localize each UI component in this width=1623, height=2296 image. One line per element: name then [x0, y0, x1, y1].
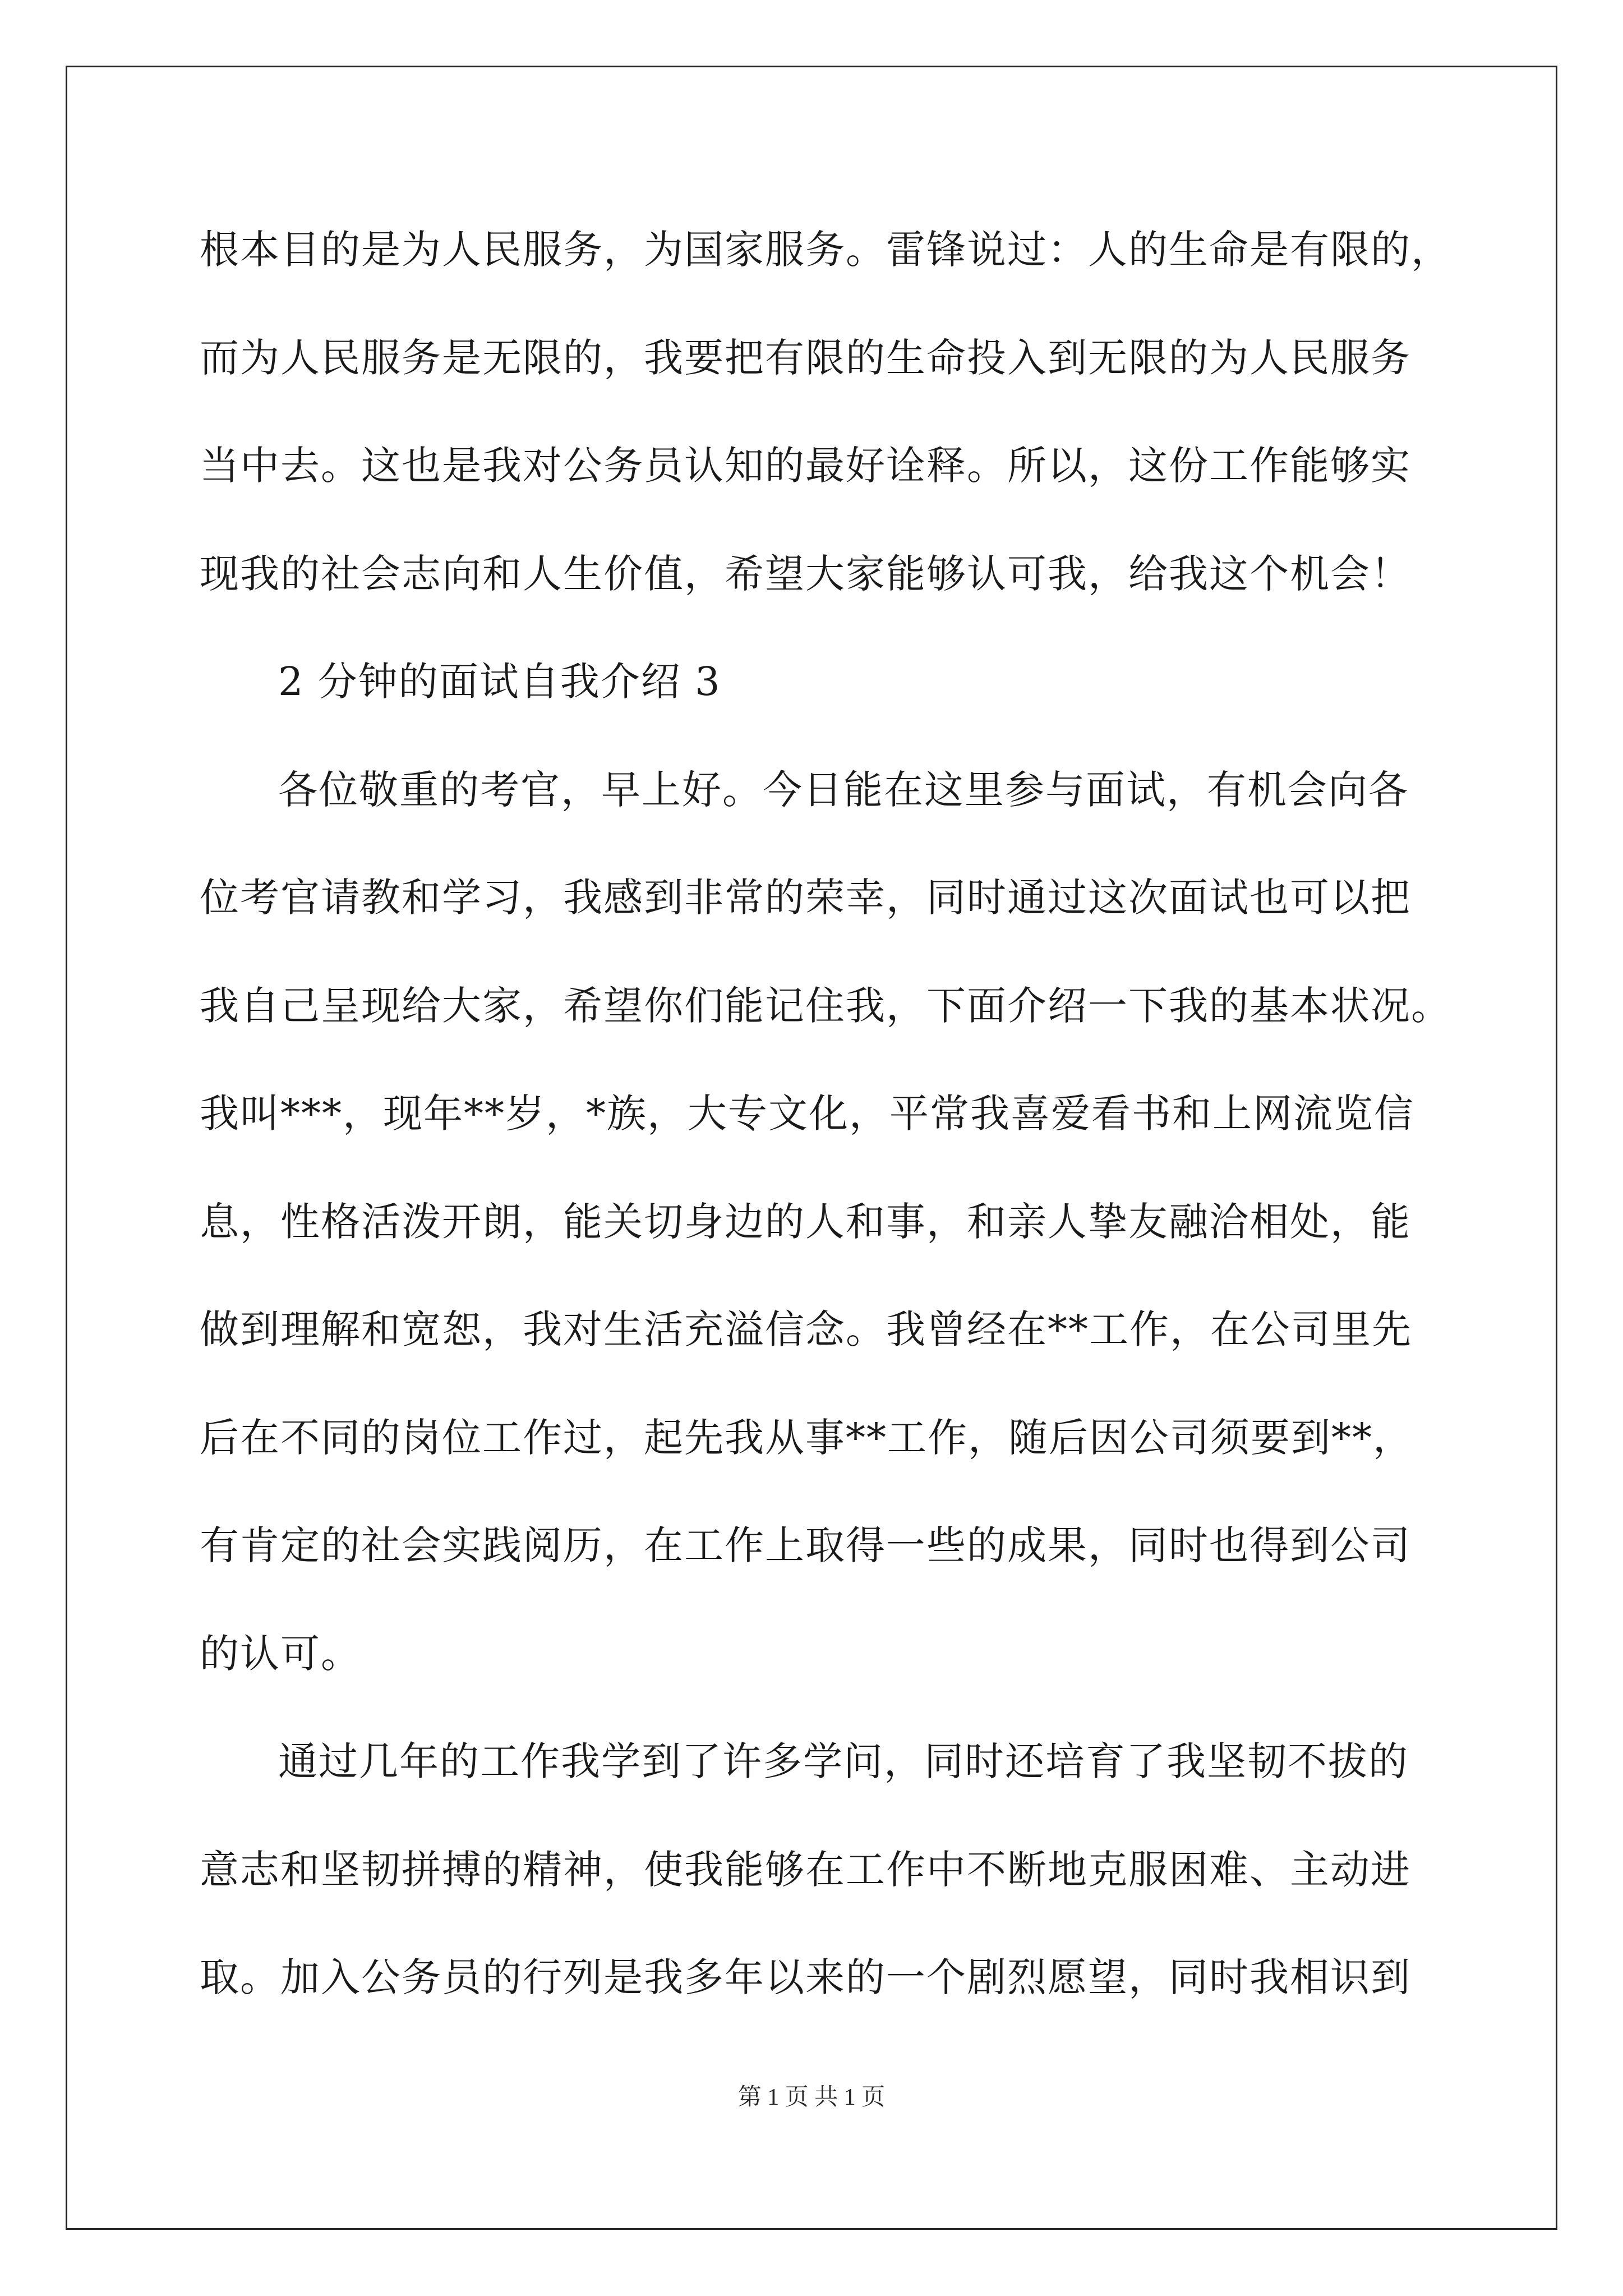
section-heading: 2 分钟的面试自我介绍 3 [278, 659, 721, 705]
body-line: 意志和坚韧拼搏的精神，使我能够在工作中不断地克服困难、主动进 [200, 1847, 1411, 1893]
paragraph-start-line: 通过几年的工作我学到了许多学问，同时还培育了我坚韧不拔的 [278, 1738, 1409, 1784]
body-line: 我自己呈现给大家，希望你们能记住我，下面介绍一下我的基本状况。 [200, 983, 1451, 1029]
paragraph-start-line: 各位敬重的考官，早上好。今日能在这里参与面试，有机会向各 [278, 767, 1409, 813]
body-line: 我叫***，现年**岁，*族，大专文化，平常我喜爱看书和上网流览信 [200, 1091, 1414, 1137]
body-line: 后在不同的岗位工作过，起先我从事**工作，随后因公司须要到**， [200, 1415, 1413, 1461]
body-line: 做到理解和宽恕，我对生活充溢信念。我曾经在**工作，在公司里先 [200, 1306, 1412, 1352]
body-line: 取。加入公务员的行列是我多年以来的一个剧烈愿望，同时我相识到 [200, 1954, 1411, 2000]
body-line: 现我的社会志向和人生价值，希望大家能够认可我，给我这个机会！ [200, 551, 1411, 597]
page-footer: 第 1 页 共 1 页 [737, 2085, 886, 2110]
body-line: 当中去。这也是我对公务员认知的最好诠释。所以，这份工作能够实 [200, 443, 1411, 489]
body-line: 有肯定的社会实践阅历，在工作上取得一些的成果，同时也得到公司 [200, 1522, 1411, 1568]
body-line: 而为人民服务是无限的，我要把有限的生命投入到无限的为人民服务 [200, 335, 1411, 381]
page-border [66, 66, 1557, 2230]
body-line: 根本目的是为人民服务，为国家服务。雷锋说过：人的生命是有限的， [200, 227, 1451, 273]
body-line: 息，性格活泼开朗，能关切身边的人和事，和亲人挚友融洽相处，能 [200, 1199, 1411, 1245]
body-line: 位考官请教和学习，我感到非常的荣幸，同时通过这次面试也可以把 [200, 875, 1411, 921]
body-line: 的认可。 [200, 1631, 361, 1677]
